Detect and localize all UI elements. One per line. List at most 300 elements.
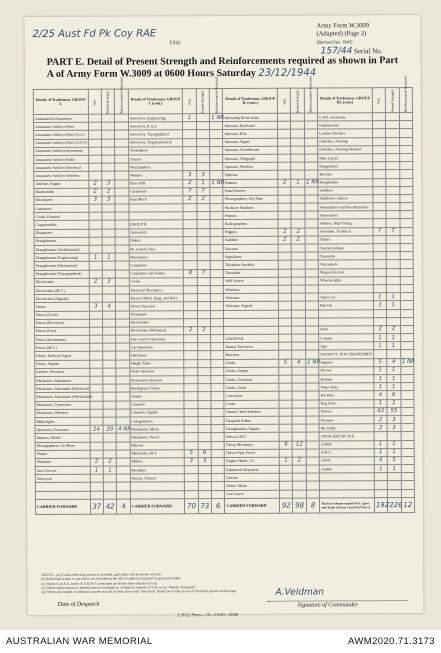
posted-value xyxy=(291,138,304,146)
trade-label: ATTACHED BY W.E. xyxy=(319,432,374,440)
reinf-value xyxy=(304,138,317,146)
trade-label: Clerks, Technical xyxy=(224,375,279,383)
army-form-page xyxy=(24,15,423,618)
serial-value: 157/44 xyxy=(320,46,353,57)
posted-value xyxy=(103,442,116,450)
we-value xyxy=(372,137,385,145)
reinf-value xyxy=(210,171,223,179)
we-value: 2 xyxy=(278,236,291,244)
posted-value xyxy=(196,130,209,138)
trade-label xyxy=(35,483,90,491)
posted-value xyxy=(292,326,305,334)
posted-value xyxy=(386,235,399,243)
we-value xyxy=(184,417,197,425)
trade-label: Draughtsmen (Topographical) xyxy=(34,270,89,278)
we-value xyxy=(278,244,291,252)
we-value xyxy=(89,237,102,245)
trade-label: Dispensers xyxy=(34,229,89,237)
posted-value: 20 xyxy=(103,425,116,433)
trade-label: Mechanics, Instrument xyxy=(35,376,90,384)
we-value xyxy=(279,465,292,473)
reinf-value xyxy=(116,409,129,417)
note-line: (b) Authorised trades or specialists not included in list will be added as required in spaces provided. xyxy=(41,576,181,582)
posted-value xyxy=(292,269,305,277)
reinf-value xyxy=(211,392,224,400)
posted-value xyxy=(292,416,305,424)
we-value xyxy=(183,163,196,171)
trade-label: Telephone Installer xyxy=(224,261,279,269)
we-value xyxy=(373,162,386,170)
reinf-value xyxy=(211,449,224,457)
reinf-value xyxy=(116,417,129,425)
trade-label xyxy=(224,318,279,326)
reinf-value xyxy=(305,162,318,170)
posted-value xyxy=(102,286,115,294)
posted-value xyxy=(198,474,211,482)
we-value: 1 xyxy=(89,253,102,261)
we-value xyxy=(88,131,101,139)
trade-label: Bt. Comd's Asst. xyxy=(129,245,184,253)
we-value xyxy=(374,489,387,497)
we-value xyxy=(184,359,197,367)
trade-label: Concreters xyxy=(224,392,279,400)
posted-value xyxy=(386,113,399,121)
total-label: CARRIED FORWARD xyxy=(130,499,185,514)
trade-label: Farriers xyxy=(225,473,280,481)
form-number xyxy=(316,22,369,46)
reinf-value xyxy=(117,482,130,490)
we-value xyxy=(373,203,386,211)
trade-label: Radiographers xyxy=(223,220,278,228)
trade-label: Printers xyxy=(223,211,278,219)
posted-value xyxy=(292,244,305,252)
trade-label: Saw Doctors xyxy=(35,466,90,474)
caption-accession: AWM2020.71.3173 xyxy=(348,636,435,647)
reinf-value xyxy=(306,481,319,489)
reinf-value xyxy=(400,325,413,333)
trade-label: GROUP II. xyxy=(129,220,184,228)
trade-label xyxy=(35,491,90,499)
we-value xyxy=(279,326,292,334)
posted-value xyxy=(196,114,209,122)
we-value xyxy=(279,318,292,326)
reinf-value: 1 NR xyxy=(307,359,321,366)
trade-label: Hammermen xyxy=(318,121,373,129)
reinf-value xyxy=(401,399,414,407)
we-value xyxy=(184,253,197,261)
we-value xyxy=(373,309,386,317)
trade-label: Painters, Model xyxy=(35,434,90,442)
reinf-value xyxy=(115,204,128,212)
trade-label: Instrument Operator xyxy=(130,376,185,384)
reinf-value xyxy=(399,194,412,202)
reinf-value xyxy=(210,187,223,195)
trade-label xyxy=(319,309,374,317)
we-value xyxy=(183,138,196,146)
trade-label: Bricklayers xyxy=(34,196,89,204)
posted-value: 3 xyxy=(387,424,400,432)
we-value xyxy=(184,277,197,285)
trade-label: Plumbers xyxy=(35,458,90,466)
we-value xyxy=(373,211,386,219)
trade-label: Clerks, Supply xyxy=(224,367,279,375)
reinf-value xyxy=(211,335,224,343)
reinf-value: 4 NR xyxy=(117,426,132,433)
trade-label: Butchers xyxy=(224,351,279,359)
we-value xyxy=(184,286,197,294)
we-value xyxy=(372,154,385,162)
form-number-line1: Army Form W.3009 xyxy=(316,22,370,30)
trade-label: Hyg Duty xyxy=(319,399,374,407)
we-value: 1 xyxy=(90,466,103,474)
posted-value xyxy=(386,145,399,153)
reinf-value xyxy=(399,178,412,186)
reinf-value xyxy=(211,400,224,408)
we-value xyxy=(89,360,102,368)
reinf-value xyxy=(305,285,318,293)
posted-value xyxy=(291,129,304,137)
trade-label: Pnt Duty xyxy=(319,391,374,399)
reinf-value xyxy=(116,343,129,351)
we-value xyxy=(185,441,198,449)
we-value: 3 xyxy=(183,171,196,179)
reinf-value xyxy=(210,220,223,228)
reinf-value xyxy=(211,408,224,416)
posted-value xyxy=(293,449,306,457)
trade-label: Armament Artificer Wireless xyxy=(34,172,89,180)
posted-value xyxy=(292,260,305,268)
we-value: 1 xyxy=(183,114,196,122)
trade-label: Millwrights xyxy=(35,417,90,425)
reinf-value xyxy=(306,449,319,457)
reinf-value xyxy=(211,425,224,433)
trade-label xyxy=(320,489,375,497)
total-reinf: 8 xyxy=(306,498,319,513)
posted-value xyxy=(197,302,210,310)
we-value xyxy=(185,466,198,474)
trade-label: Panel Beaters xyxy=(223,187,278,195)
header-we-2: W.E. xyxy=(183,89,197,114)
total-reinf: 12 xyxy=(401,497,415,512)
we-value xyxy=(278,154,291,162)
reinf-value xyxy=(305,342,318,350)
posted-value xyxy=(197,228,210,236)
we-value xyxy=(373,235,386,243)
reinf-value xyxy=(305,301,318,309)
reinf-value xyxy=(211,302,224,310)
posted-value: 1 xyxy=(103,466,116,474)
trade-label: Clerks xyxy=(224,359,279,367)
posted-value xyxy=(197,359,210,367)
unit-handwritten: 2/25 Aust Fd Pk Coy RAE xyxy=(32,28,157,40)
we-value xyxy=(89,229,102,237)
trade-label: Toolmakers xyxy=(128,146,183,154)
we-value: 7 xyxy=(373,227,386,235)
reinf-value xyxy=(115,188,128,196)
note-line: (d) Where replacement not desired enter accordingly in column for number of N.R. as not "Reinfts. Required." xyxy=(41,585,197,590)
we-value xyxy=(183,155,196,163)
trade-label: Fitters, Railway Signal xyxy=(35,352,90,360)
trade-label: Driver Mechanics xyxy=(225,441,280,449)
posted-value: 1 xyxy=(387,366,400,374)
trade-label: Operators, Excavator xyxy=(35,425,90,433)
reinf-value xyxy=(400,350,413,358)
reinf-value xyxy=(210,122,223,130)
total-reinf: 6 xyxy=(212,498,225,513)
we-value: 1 xyxy=(374,448,387,456)
posted-value: 2 xyxy=(102,188,115,196)
trade-label xyxy=(129,212,184,220)
reinf-value xyxy=(304,113,317,121)
trade-label: Tinsmiths xyxy=(318,252,373,260)
posted-value xyxy=(103,474,116,482)
posted-value: 6 xyxy=(198,449,211,457)
reinf-value xyxy=(210,130,223,138)
posted-value xyxy=(292,367,305,375)
reinf-value xyxy=(399,162,412,170)
posted-value: 7 xyxy=(197,269,210,277)
reinf-value xyxy=(305,326,318,334)
trade-label: Roughriders xyxy=(318,178,373,186)
reinf-value xyxy=(117,466,130,474)
we-value: 1 xyxy=(374,399,387,407)
posted-value xyxy=(386,260,399,268)
we-value xyxy=(279,367,292,375)
trade-label: Carpenters xyxy=(129,187,184,195)
reinf-value xyxy=(210,245,223,253)
reinf-value xyxy=(401,465,414,473)
header-details-3: Details of Tradesmen. GROUP II. (cont.) xyxy=(223,88,278,113)
posted-value xyxy=(386,170,399,178)
posted-value xyxy=(292,408,305,416)
we-value xyxy=(90,483,103,491)
posted-value xyxy=(291,220,304,228)
reinf-value xyxy=(400,211,413,219)
trade-label: Batman xyxy=(319,375,374,383)
reinf-value xyxy=(211,351,224,359)
reinf-value xyxy=(305,269,318,277)
trade-label: Fitters xyxy=(34,303,89,311)
header-details-2: Details of Tradesmen. GROUP I. (cont.) xyxy=(128,89,183,114)
trade-label: G.P.O. Assistants xyxy=(318,113,373,121)
we-value xyxy=(279,342,292,350)
we-value xyxy=(278,261,291,269)
trade-label: Armament Artificer Fitter (A.A.) xyxy=(34,131,89,139)
header-posted-4: Posted Strength. xyxy=(385,88,399,113)
header-posted-3: Posted Strength. xyxy=(291,88,305,113)
trade-label: Fitters (Electrical) xyxy=(35,319,90,327)
we-value xyxy=(89,335,102,343)
reinf-value xyxy=(210,204,223,212)
trade-label: Sappers xyxy=(319,358,374,366)
trade-label: Moulders xyxy=(130,466,185,474)
reinf-value xyxy=(304,146,317,154)
we-value xyxy=(183,236,196,244)
reinf-value xyxy=(115,212,128,220)
posted-value xyxy=(388,473,401,481)
reinf-value xyxy=(400,227,413,235)
reinf-value xyxy=(399,129,412,137)
reinf-value xyxy=(306,383,319,391)
reinf-value xyxy=(115,147,128,155)
trade-label: Hatchmen xyxy=(129,351,184,359)
reinf-value xyxy=(117,458,130,466)
trade-label: Tinsmiths xyxy=(224,269,279,277)
note-line: (e) Where any request or addition is made on back of form, the words "See Back" should be written in one of the blank spaces on this page. xyxy=(41,589,237,595)
trade-label: Electricians (Wiremen) xyxy=(129,327,184,335)
we-value xyxy=(374,481,387,489)
reinf-value xyxy=(116,261,129,269)
reinf-value xyxy=(115,179,128,187)
trade-label: Coppersmiths xyxy=(34,221,89,229)
table-header-row xyxy=(33,88,412,115)
posted-value xyxy=(386,154,399,162)
reinf-value xyxy=(306,350,319,358)
reinf-value xyxy=(211,359,224,367)
trade-label: Dental Clerk Orderlies xyxy=(224,408,279,416)
posted-value xyxy=(102,130,115,138)
we-value xyxy=(183,220,196,228)
we-value: 1 xyxy=(374,465,387,473)
reinf-value xyxy=(400,301,413,309)
we-value xyxy=(279,392,292,400)
posted-value: 12 xyxy=(293,441,306,449)
we-value xyxy=(90,401,103,409)
reinf-value xyxy=(116,360,129,368)
we-value: 2 xyxy=(183,196,196,204)
trade-label xyxy=(130,482,185,490)
posted-value xyxy=(196,138,209,146)
trade-label: Wheelwrights xyxy=(319,276,374,284)
posted-value xyxy=(102,237,115,245)
posted-value xyxy=(386,137,399,145)
we-value xyxy=(373,260,386,268)
total-posted: 42 xyxy=(103,499,116,514)
we-value xyxy=(89,262,102,270)
posted-value xyxy=(197,253,210,261)
header-reinf-3: Reinforcements Required. xyxy=(304,88,318,113)
we-value xyxy=(278,187,291,195)
we-value: 1 xyxy=(373,342,386,350)
reinf-value xyxy=(306,375,319,383)
trade-label: Supt Mech xyxy=(129,196,184,204)
we-value: 4 xyxy=(374,391,387,399)
posted-value xyxy=(102,311,115,319)
posted-value xyxy=(291,154,304,162)
trade-label: Textile Refiners xyxy=(318,244,373,252)
we-value xyxy=(183,146,196,154)
part-e-prefix: PART E. xyxy=(46,56,85,68)
posted-value xyxy=(387,317,400,325)
reinf-value xyxy=(212,490,225,498)
trade-label: Tailors xyxy=(318,236,373,244)
posted-value xyxy=(387,350,400,358)
reinf-value xyxy=(305,187,318,195)
reinf-value xyxy=(306,400,319,408)
we-value: 43 xyxy=(374,407,387,415)
total-we: 192 xyxy=(374,497,387,512)
trade-label xyxy=(129,204,184,212)
we-value xyxy=(90,450,103,458)
reinf-value xyxy=(400,375,413,383)
trade-label: GROUP IV. NON-TRADESMEN xyxy=(319,350,374,358)
trade-label: Grinder, Precision xyxy=(35,368,90,376)
we-value: 24 xyxy=(90,425,103,433)
reinf-value xyxy=(305,252,318,260)
trade-label: Armament Artificer Radio xyxy=(34,155,89,163)
trade-label: GROUP III. xyxy=(224,334,279,342)
reinf-value xyxy=(401,448,414,456)
trade-label: Armament Artificer Electrical xyxy=(34,163,89,171)
posted-value: 2 xyxy=(197,195,210,203)
reinf-value xyxy=(210,253,223,261)
posted-value xyxy=(386,244,399,252)
reinf-value xyxy=(401,415,414,423)
reinf-value xyxy=(116,392,129,400)
we-value: 3 xyxy=(88,196,101,204)
we-value xyxy=(184,302,197,310)
caption-institution: AUSTRALIAN WAR MEMORIAL xyxy=(6,636,153,647)
trade-label: Driver Opts, Fixed xyxy=(225,449,280,457)
posted-value xyxy=(386,186,399,194)
we-value xyxy=(374,473,387,481)
trade-label: Predictor Numbers xyxy=(223,203,278,211)
we-value: 1 xyxy=(373,301,386,309)
posted-value xyxy=(292,391,305,399)
we-value xyxy=(278,269,291,277)
we-value xyxy=(184,335,197,343)
we-value: 1 xyxy=(373,334,386,342)
reinf-value xyxy=(399,121,412,129)
we-value xyxy=(279,375,292,383)
posted-value: 1 xyxy=(197,179,210,187)
posted-value xyxy=(197,335,210,343)
posted-value: 2 xyxy=(387,325,400,333)
we-value xyxy=(278,138,291,146)
posted-value xyxy=(102,261,115,269)
trade-label: Plate Layers xyxy=(318,154,373,162)
posted-value xyxy=(198,392,211,400)
trade-label: Pte Gd xyxy=(319,367,374,375)
we-value xyxy=(89,311,102,319)
we-value xyxy=(88,163,101,171)
we-value xyxy=(279,301,292,309)
reinf-value xyxy=(305,195,318,203)
we-value xyxy=(184,318,197,326)
posted-value xyxy=(291,211,304,219)
reinf-value xyxy=(306,416,319,424)
we-value xyxy=(89,270,102,278)
trade-label: Surveyors xyxy=(35,474,90,482)
reinf-value xyxy=(305,318,318,326)
posted-value: 1 xyxy=(387,301,400,309)
we-value: 2 xyxy=(373,326,386,334)
we-value xyxy=(183,130,196,138)
reinf-value xyxy=(116,286,129,294)
reinf-value xyxy=(401,473,414,481)
trade-label: Electric Mech. (Eng. and Ref.) xyxy=(129,294,184,302)
we-value xyxy=(373,350,386,358)
we-value xyxy=(185,474,198,482)
we-value: 2 xyxy=(88,180,101,188)
we-value xyxy=(184,384,197,392)
reinf-value xyxy=(210,212,223,220)
total-posted: 226 xyxy=(388,497,401,512)
reinf-value xyxy=(115,229,128,237)
posted-value xyxy=(196,146,209,154)
reinf-value xyxy=(211,474,224,482)
we-value xyxy=(279,473,292,481)
